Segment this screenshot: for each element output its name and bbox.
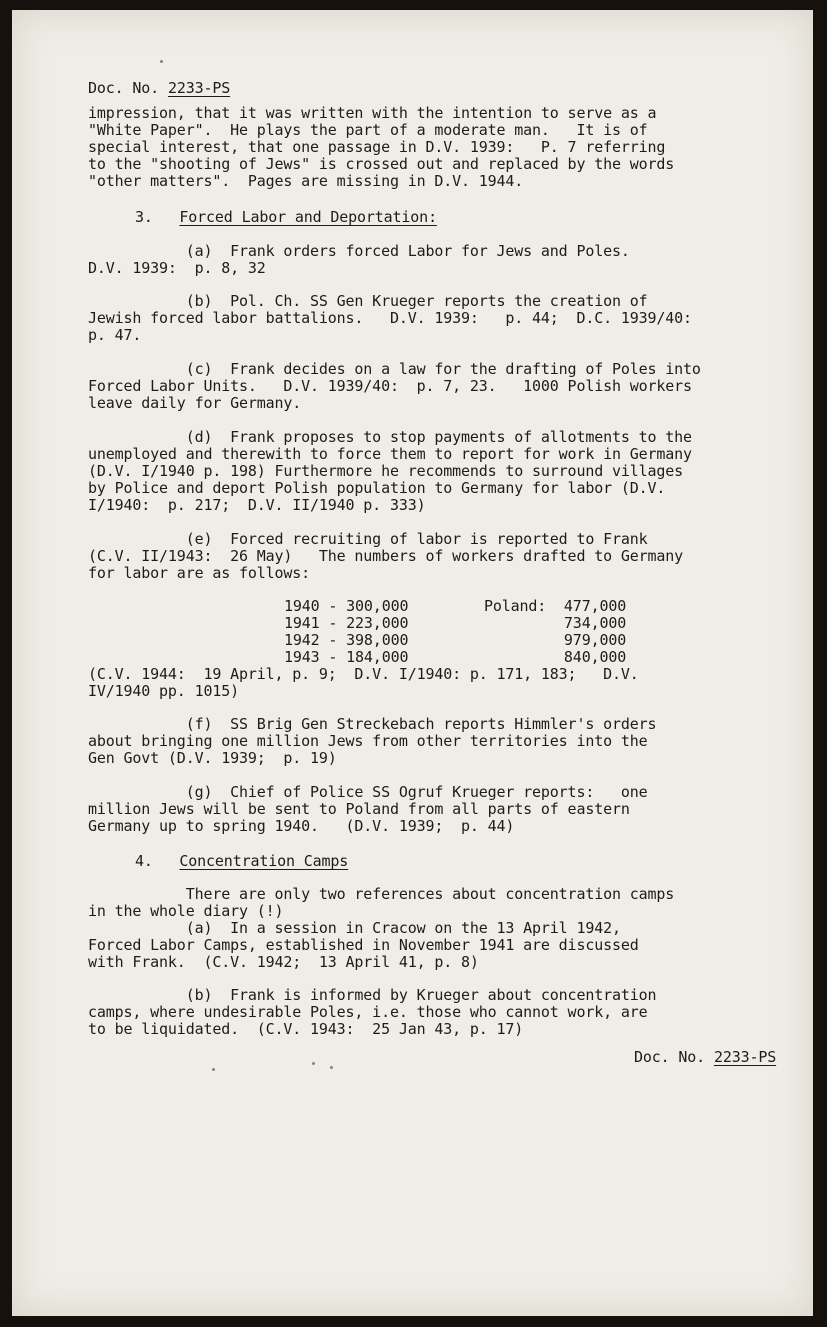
section-3-number: 3.	[135, 208, 180, 226]
item-e-sources: (C.V. 1944: 19 April, p. 9; D.V. I/1940: p. 171, 183; D.V. IV/1940 pp. 1015)	[88, 665, 639, 700]
doc-footer-number: 2233-PS	[713, 1048, 777, 1066]
poland-totals-list: Poland: 477,000 734,000 979,000 840,000	[484, 597, 627, 666]
item-c-paragraph: (c) Frank decides on a law for the drafting of Poles into Forced Labor Units. D.V. 1939/40: p. 7, 23. 1000 Polish workers leave daily for Germany.	[88, 360, 701, 412]
section-3-title: Forced Labor and Deportation:	[179, 208, 437, 226]
doc-footer	[634, 1049, 776, 1066]
section-3-heading	[135, 209, 437, 226]
document-page	[12, 10, 813, 1316]
item-g-paragraph: (g) Chief of Police SS Ogruf Krueger reports: one million Jews will be sent to Poland from all parts of eastern Germany up to spring 1940. (D.V. 1939; p. 44)	[88, 783, 648, 835]
section-4-number: 4.	[135, 852, 180, 870]
item-b-paragraph: (b) Pol. Ch. SS Gen Krueger reports the creation of Jewish forced labor battalions. D.V. 1939: p. 44; D.C. 1939/40: p. 47.	[88, 292, 692, 344]
doc-footer-label: Doc. No.	[634, 1048, 714, 1066]
paper-speck	[312, 1062, 315, 1065]
paper-speck	[160, 60, 163, 63]
doc-header-number: 2233-PS	[167, 79, 231, 97]
intro-paragraph: impression, that it was written with the intention to serve as a "White Paper". He plays the part of a moderate man. It is of special interest, that one passage in D.V. 1939: P. 7 referring to the "shooting of Jews" is crossed out and replaced by the words "other matters". Pages are missing in D.V. 1944.	[88, 104, 675, 190]
item-a-paragraph: (a) Frank orders forced Labor for Jews and Poles. D.V. 1939: p. 8, 32	[88, 242, 630, 277]
paper-speck	[212, 1068, 215, 1071]
item-e-paragraph: (e) Forced recruiting of labor is reported to Frank (C.V. II/1943: 26 May) The numbers of workers drafted to Germany for labor are as follows:	[88, 530, 684, 582]
doc-header	[88, 80, 230, 97]
section-4-intro-and-item-a: There are only two references about concentration camps in the whole diary (!) (a) In a session in Cracow on the 13 April 1942, Forced Labor Camps, established in November 1941 are discussed with Frank. (C.V. 1942; 13 April 41, p. 8)	[88, 885, 675, 971]
doc-header-label: Doc. No.	[88, 79, 168, 97]
workers-by-year-list: 1940 - 300,000 1941 - 223,000 1942 - 398,000 1943 - 184,000	[284, 597, 409, 666]
section-4-item-b: (b) Frank is informed by Krueger about concentration camps, where undesirable Poles, i.e. those who cannot work, are to be liquidated. (C.V. 1943: 25 Jan 43, p. 17)	[88, 986, 657, 1038]
section-4-title: Concentration Camps	[179, 852, 349, 870]
item-d-paragraph: (d) Frank proposes to stop payments of allotments to the unemployed and therewith to force them to report for work in Germany (D.V. I/1940 p. 198) Furthermore he recommends to surround villages by Police and deport Polish population to Germany for labor (D.V. I/1940: p. 217; D.V. II/1940 p. 333)	[88, 428, 692, 514]
item-f-paragraph: (f) SS Brig Gen Streckebach reports Himmler's orders about bringing one million Jews from other territories into the Gen Govt (D.V. 1939; p. 19)	[88, 715, 657, 767]
section-4-heading	[135, 853, 348, 870]
paper-speck	[330, 1066, 333, 1069]
